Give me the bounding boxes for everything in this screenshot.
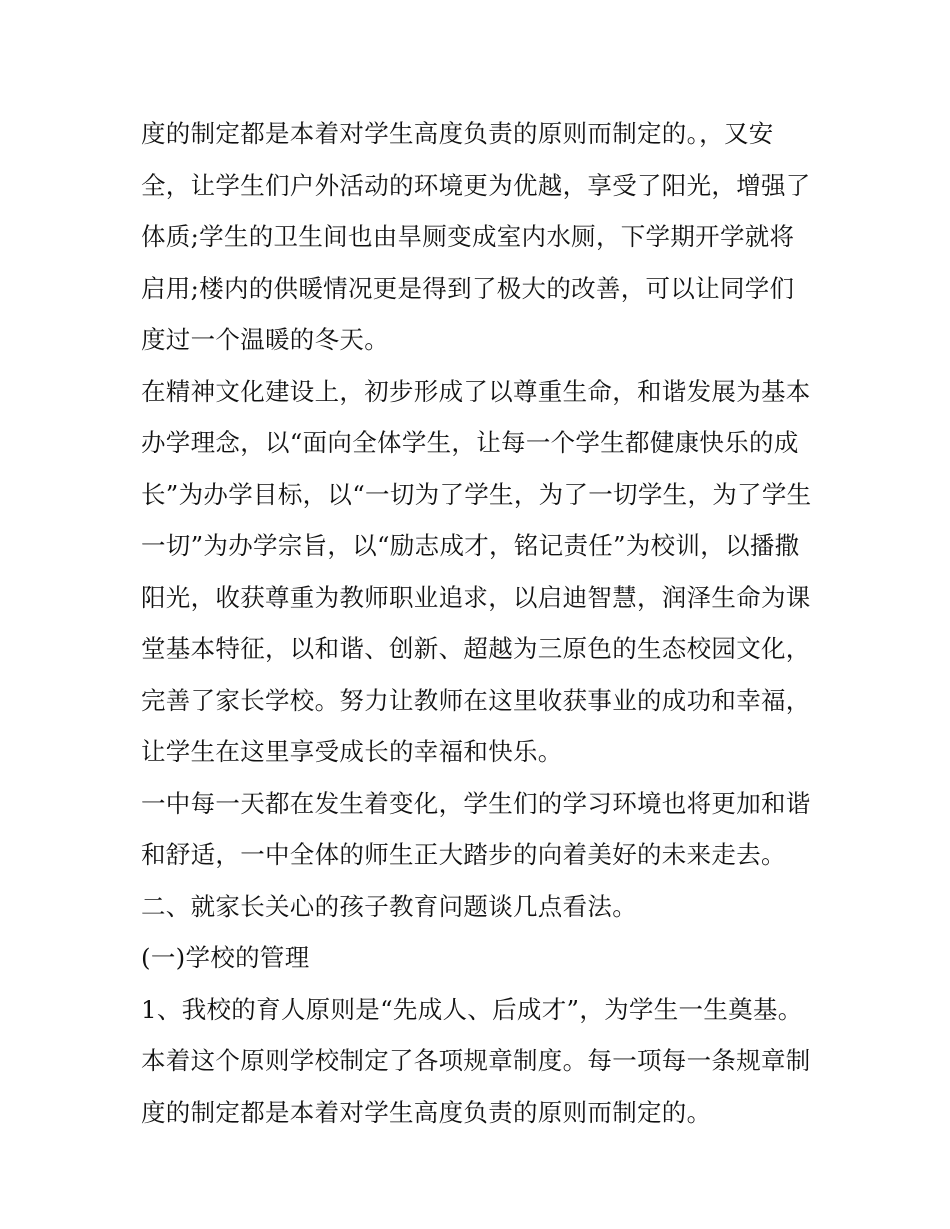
- text-line: 办学理念，以“面向全体学生，让每一个学生都健康快乐的成: [141, 428, 799, 457]
- text-line: 和舒适，一中全体的师生正大踏步的向着美好的未来走去。: [141, 840, 786, 869]
- section-heading: 二、就家长关心的孩子教育问题谈几点看法。: [141, 891, 637, 921]
- text-line: 本着这个原则学校制定了各项规章制度。每一项每一条规章制: [141, 1046, 811, 1075]
- text-line: 全，让学生们户外活动的环境更为优越，享受了阳光，增强了: [141, 170, 811, 200]
- text-line: 一中每一天都在发生着变化，学生们的学习环境也将更加和谐: [141, 788, 811, 818]
- text-line: 让学生在这里享受成长的幸福和快乐。: [141, 737, 563, 766]
- text-line: 1、我校的育人原则是“先成人、后成才”，为学生一生奠基。: [141, 994, 803, 1024]
- subsection-heading: (一)学校的管理: [141, 943, 310, 972]
- text-line: 度过一个温暖的冬天。: [141, 325, 389, 354]
- text-line: 启用;楼内的供暖情况更是得到了极大的改善，可以让同学们: [141, 273, 795, 303]
- text-line: 阳光，收获尊重为教师职业追求，以启迪智慧，润泽生命为课: [141, 582, 811, 612]
- text-line: 度的制定都是本着对学生高度负责的原则而制定的。: [141, 1097, 712, 1127]
- text-line: 堂基本特征，以和谐、创新、超越为三原色的生态校园文化，: [141, 634, 811, 663]
- text-line: 度的制定都是本着对学生高度负责的原则而制定的。，又安: [141, 119, 774, 148]
- document-body: [141, 108, 821, 1138]
- text-line: 在精神文化建设上，初步形成了以尊重生命，和谐发展为基本: [141, 376, 811, 406]
- text-line: 完善了家长学校。努力让教师在这里收获事业的成功和幸福，: [141, 685, 811, 715]
- text-line: 长”为办学目标，以“一切为了学生，为了一切学生，为了学生: [141, 479, 812, 509]
- text-line: 一切”为办学宗旨，以“励志成才，铭记责任”为校训，以播撒: [141, 531, 800, 560]
- text-line: 体质;学生的卫生间也由旱厕变成室内水厕，下学期开学就将: [141, 222, 795, 251]
